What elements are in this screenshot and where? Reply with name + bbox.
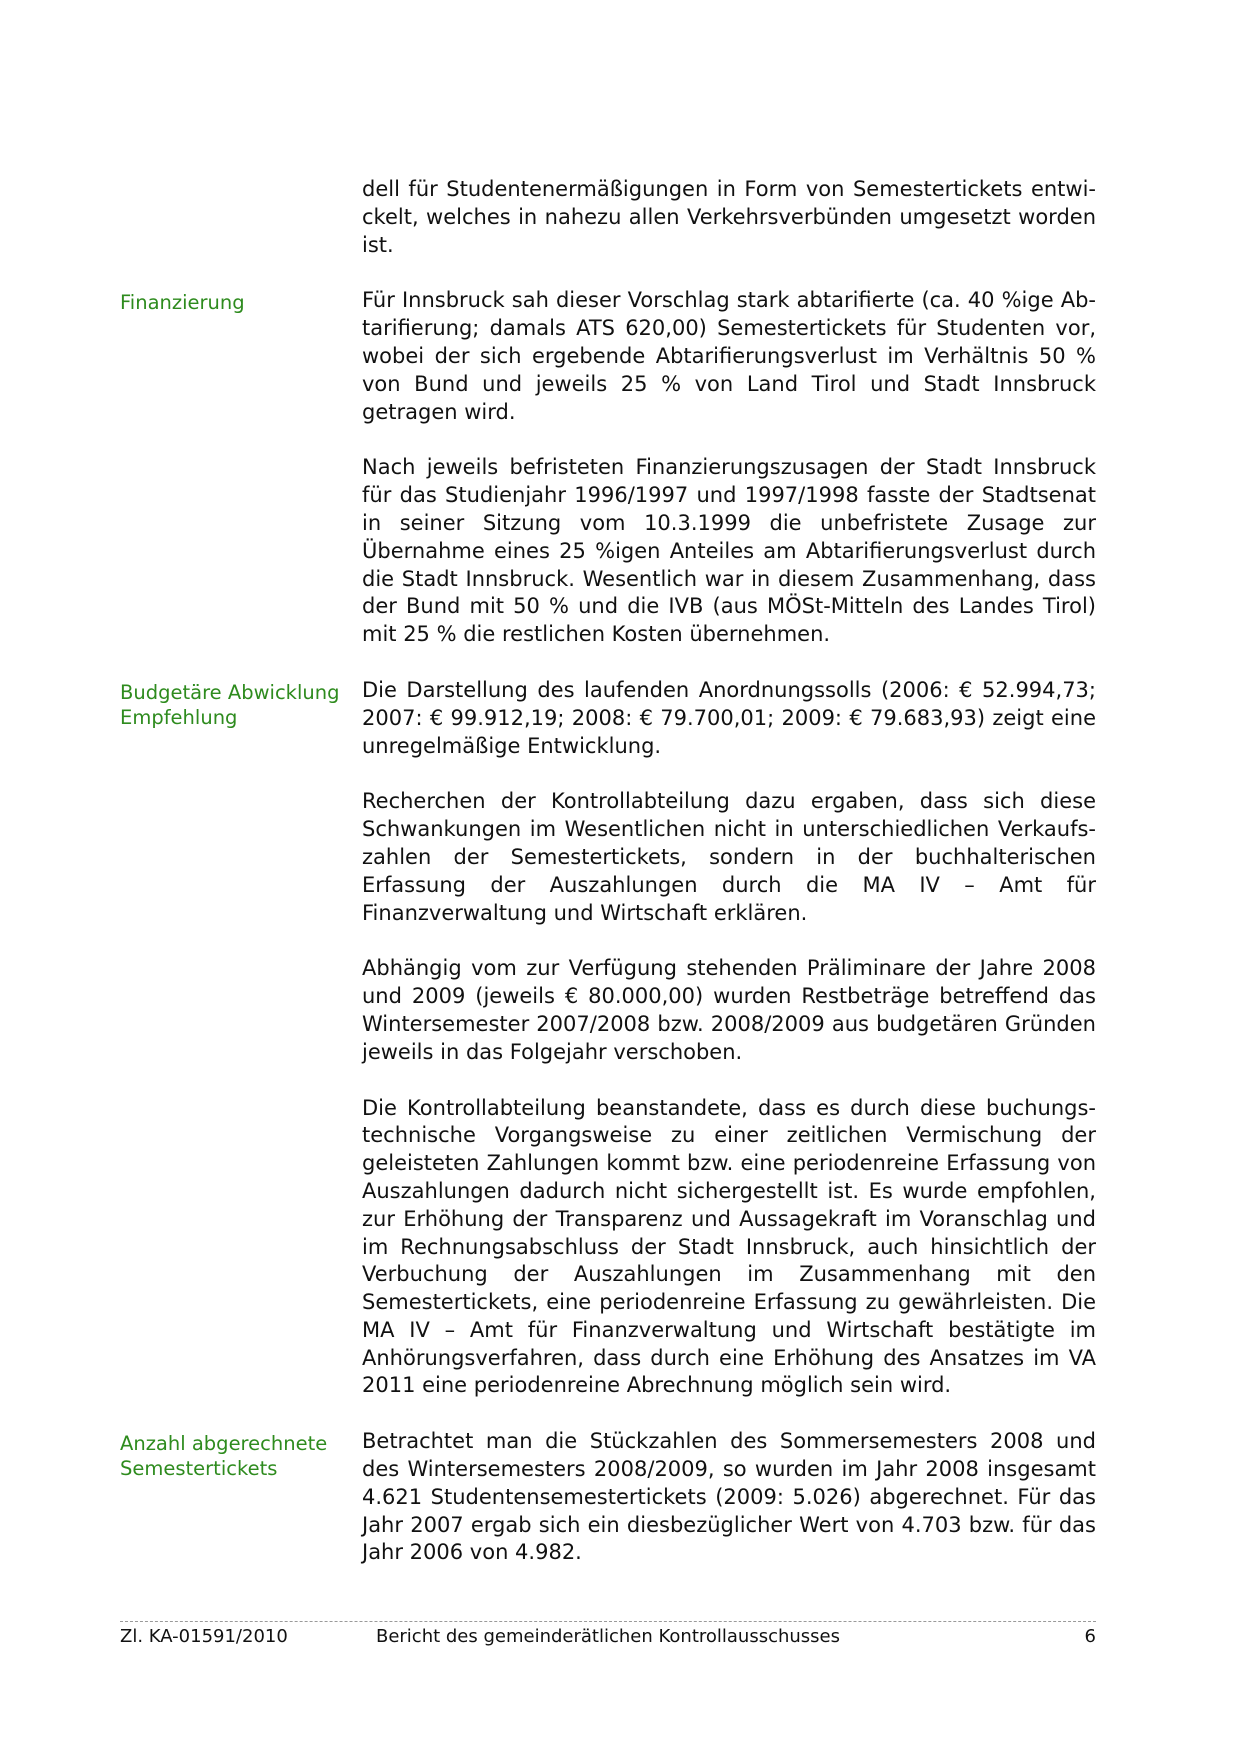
body-column [362, 677, 1096, 1428]
paragraph: Recherchen der Kontrollabteilung dazu ergaben, dass sich diese Schwankungen im Wesentlichen nicht in unterschiedlichen Verkaufszahlen der Semestertickets, sondern in der buchhalterischen Erfassung der Auszahlungen durch die MA IV – Amt für Finanzverwaltung und Wirtschaft erklären. [362, 789, 1096, 925]
margin-note-line: Finanzierung [120, 291, 245, 315]
page-footer [120, 1621, 1096, 1651]
margin-note-budgetaere-abwicklung [120, 677, 362, 730]
footer-report-title: Bericht des gemeinderätlichen Kontrollausschusses [375, 1626, 841, 1647]
section-intro [120, 176, 1096, 287]
margin-note-line: Empfehlung [120, 705, 238, 729]
body-column [362, 1428, 1096, 1595]
paragraph: Für Innsbruck sah dieser Vorschlag stark abtarifierte (ca. 40 %ige Abtarifierung; damals ATS 620,00) Semestertickets für Studenten vor, wobei der sich ergebende Abtarifierungsverlust im Verhältnis 50 % von Bund und jeweils 25 % von Land Tirol und Stadt Innsbruck getragen wird. [362, 288, 1096, 424]
paragraph: dell für Studentenermäßigungen in Form von Semestertickets entwickelt, welches in nahezu allen Verkehrsverbünden umgesetzt worden ist. [362, 177, 1096, 257]
margin-note-finanzierung [120, 287, 362, 315]
paragraph: Die Darstellung des laufenden Anordnungssolls (2006: € 52.994,73; 2007: € 99.912,19; 2008: € 79.700,01; 2009: € 79.683,93) zeigt eine unregelmäßige Entwicklung. [362, 677, 1096, 758]
margin-note-anzahl-semestertickets [120, 1428, 362, 1481]
body-column [362, 287, 1096, 677]
margin-note-line: Budgetäre Abwicklung [120, 680, 340, 704]
paragraph: Nach jeweils befristeten Finanzierungszusagen der Stadt Innsbruck für das Studienjahr 1996/1997 und 1997/1998 fasste der Stadtsenat in seiner Sitzung vom 10.3.1999 die unbefristete Zusage zur Übernahme eines 25 %igen Anteiles am Abtarifierungsverlust durch die Stadt Innsbruck. Wesentlich war in diesem Zusammenhang, dass der Bund mit 50 % und die IVB (aus MÖSt-Mitteln des Landes Tirol) mit 25 % die restlichen Kosten übernehmen. [362, 455, 1096, 647]
section-budgetaere-abwicklung [120, 677, 1096, 1428]
margin-note-line: Anzahl abgerechnete [120, 1432, 328, 1456]
margin-note-empty [120, 176, 362, 179]
paragraph: Abhängig vom zur Verfügung stehenden Präliminare der Jahre 2008 und 2009 (jeweils € 80.000,00) wurden Restbeträge betreffend das Wintersemester 2007/2008 bzw. 2008/2009 aus budgetären Gründen jeweils in das Folgejahr verschoben. [362, 956, 1096, 1064]
footer-reference-number: Zl. KA-01591/2010 [120, 1626, 288, 1647]
paragraph: Betrachtet man die Stückzahlen des Sommersemesters 2008 und des Wintersemesters 2008/2009, so wurden im Jahr 2008 insgesamt 4.621 Studentensemestertickets (2009: 5.026) abgerechnet. Für das Jahr 2007 ergab sich ein diesbezüglicher Wert von 4.703 bzw. für das Jahr 2006 von 4.982. [362, 1429, 1096, 1565]
margin-note-line: Semestertickets [120, 1457, 278, 1481]
section-anzahl-semestertickets [120, 1428, 1096, 1595]
section-finanzierung [120, 287, 1096, 677]
footer-page-number: 6 [1084, 1626, 1096, 1647]
paragraph: Die Kontrollabteilung beanstandete, dass es durch diese buchungstechnische Vorgangsweise zu einer zeitlichen Vermischung der geleisteten Zahlungen kommt bzw. eine periodenreine Erfassung von Auszahlungen dadurch nicht sichergestellt ist. Es wurde empfohlen, zur Erhöhung der Transparenz und Aussagekraft im Voranschlag und im Rechnungsabschluss der Stadt Innsbruck, auch hinsichtlich der Verbuchung der Auszahlungen im Zusammenhang mit den Semestertickets, eine periodenreine Erfassung zu gewährleisten. Die MA IV – Amt für Finanzverwaltung und Wirtschaft bestätigte im Anhörungsverfahren, dass durch eine Erhöhung des Ansatzes im VA 2011 eine periodenreine Abrechnung möglich sein wird. [362, 1095, 1096, 1398]
body-column [362, 176, 1096, 287]
page-body [120, 176, 1096, 1595]
